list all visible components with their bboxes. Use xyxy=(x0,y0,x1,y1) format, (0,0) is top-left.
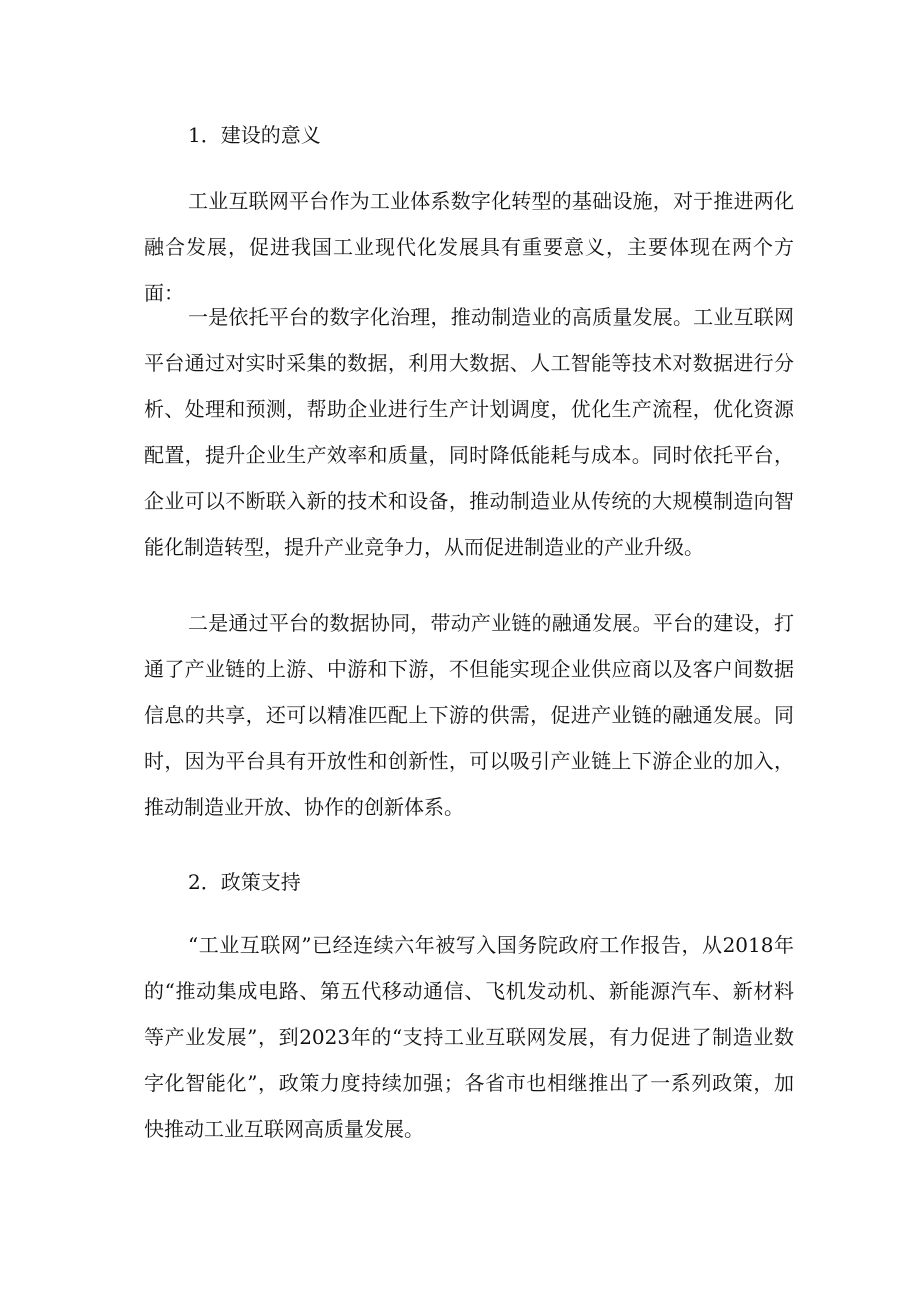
section-heading-policy-support: 2．政策支持 xyxy=(188,870,301,894)
paragraph-data-collaboration: 二是通过平台的数据协同，带动产业链的融通发展。平台的建设，打通了产业链的上游、中游和下游，不但能实现企业供应商以及客户间数据信息的共享，还可以精准匹配上下游的供需，促进产业链的融通发展。同时，因为平台具有开放性和创新性，可以吸引产业链上下游企业的加入，推动制造业开放、协作的创新体系。 xyxy=(144,611,794,819)
paragraph-policy: “工业互联网”已经连续六年被写入国务院政府工作报告，从2018年的“推动集成电路、第五代移动通信、飞机发动机、新能源汽车、新材料等产业发展”，到2023年的“支持工业互联网发展，有力促进了制造业数字化智能化”，政策力度持续加强；各省市也相继推出了一系列政策，加快推动工业互联网高质量发展。 xyxy=(144,933,794,1141)
section-heading-significance: 1．建设的意义 xyxy=(188,123,321,147)
paragraph-digital-governance: 一是依托平台的数字化治理，推动制造业的高质量发展。工业互联网平台通过对实时采集的数据，利用大数据、人工智能等技术对数据进行分析、处理和预测，帮助企业进行生产计划调度，优化生产流程，优化资源配置，提升企业生产效率和质量，同时降低能耗与成本。同时依托平台，企业可以不断联入新的技术和设备，推动制造业从传统的大规模制造向智能化制造转型，提升产业竞争力，从而促进制造业的产业升级。 xyxy=(144,305,794,559)
paragraph-intro: 工业互联网平台作为工业体系数字化转型的基础设施，对于推进两化融合发展，促进我国工业现代化发展具有重要意义，主要体现在两个方面： xyxy=(144,189,794,305)
